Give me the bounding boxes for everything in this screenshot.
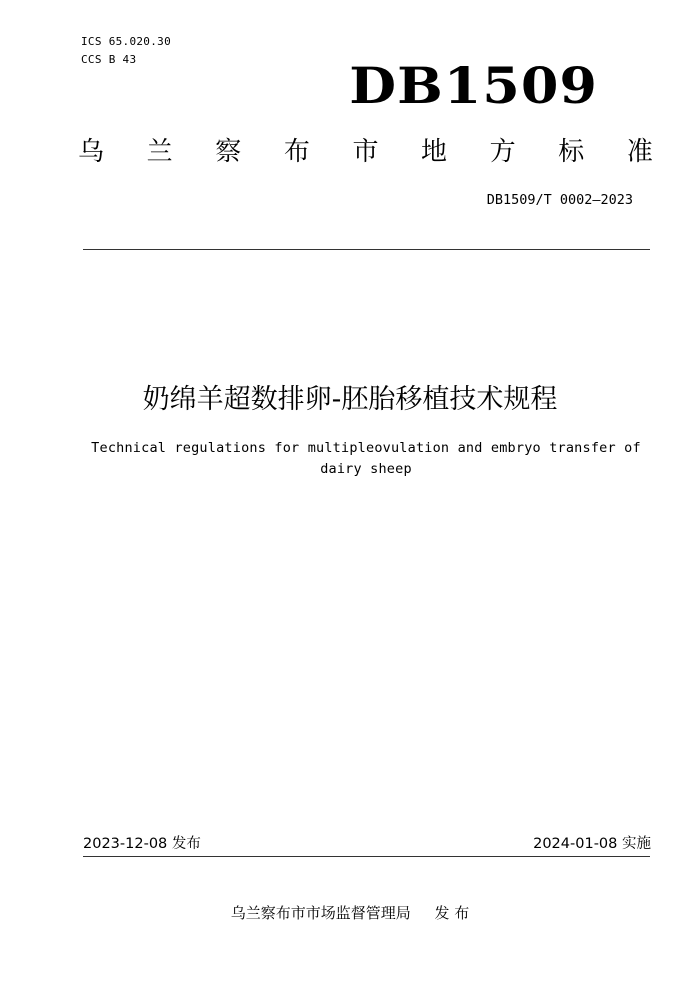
category-char: 标 — [558, 137, 585, 167]
document-title-english: Technical regulations for multipleovulation and embryo transfer of dairy sheep — [91, 440, 641, 477]
category-char: 布 — [283, 137, 310, 167]
category-char: 方 — [489, 137, 516, 167]
category-char: 乌 — [78, 137, 105, 167]
implementation-date: 2024-01-08 实施 — [533, 836, 651, 852]
issue-date: 2023-12-08 发布 — [83, 836, 201, 852]
bottom-divider — [83, 856, 650, 857]
standard-logo: DB1509 — [349, 56, 598, 115]
ics-code: ICS 65.020.30 — [81, 35, 171, 48]
document-title-chinese: 奶绵羊超数排卵-胚胎移植技术规程 — [142, 384, 558, 415]
issuing-authority: 乌兰察布市市场监督管理局 发 布 — [230, 904, 470, 922]
top-divider — [83, 249, 650, 250]
category-char: 兰 — [146, 137, 173, 167]
category-char: 地 — [421, 137, 448, 167]
standard-category — [78, 134, 653, 170]
category-char: 准 — [626, 137, 653, 167]
standard-number: DB1509/T 0002—2023 — [486, 192, 633, 208]
category-char: 察 — [215, 137, 242, 167]
ccs-code: CCS B 43 — [81, 53, 137, 66]
category-char: 市 — [352, 137, 379, 167]
